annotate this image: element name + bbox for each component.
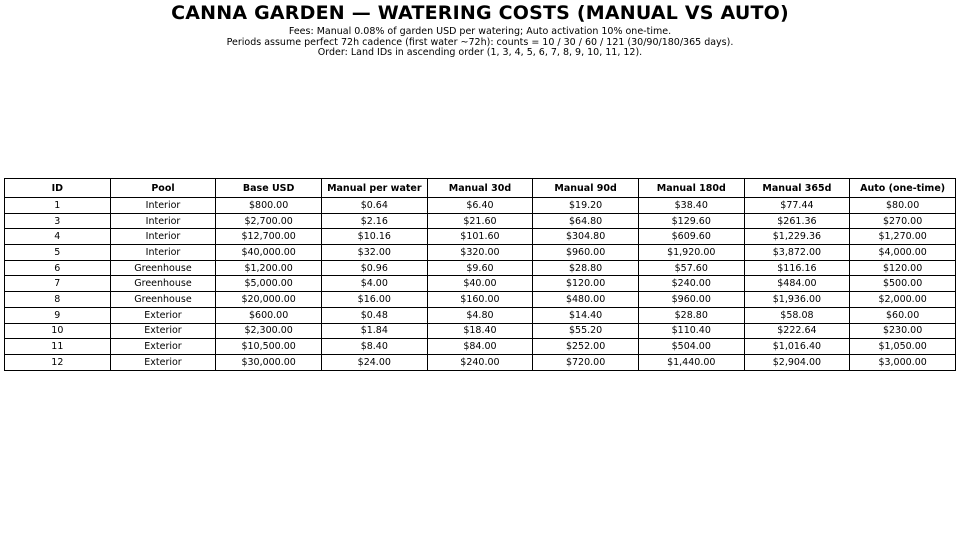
cell-base-usd: $10,500.00 xyxy=(216,339,322,355)
cell-manual-180d: $57.60 xyxy=(638,260,744,276)
cell-auto-one-time: $3,000.00 xyxy=(850,354,956,370)
cell-manual-180d: $129.60 xyxy=(638,213,744,229)
cell-manual-180d: $960.00 xyxy=(638,292,744,308)
cell-manual-90d: $304.80 xyxy=(533,229,639,245)
cell-id: 6 xyxy=(5,260,111,276)
order-note: Order: Land IDs in ascending order (1, 3, 4, 5, 6, 7, 8, 9, 10, 11, 12). xyxy=(317,47,643,58)
cell-manual-30d: $320.00 xyxy=(427,245,533,261)
cell-auto-one-time: $1,270.00 xyxy=(850,229,956,245)
cell-base-usd: $12,700.00 xyxy=(216,229,322,245)
cell-id: 1 xyxy=(5,198,111,214)
periods-note: Periods assume perfect 72h cadence (first water ~72h): counts = 10 / 30 / 60 / 121 (30/90/180/365 days). xyxy=(226,37,734,48)
header-row xyxy=(5,179,956,198)
cell-manual-per-water: $0.64 xyxy=(321,198,427,214)
cell-auto-one-time: $2,000.00 xyxy=(850,292,956,308)
cell-pool: Greenhouse xyxy=(110,260,216,276)
cell-id: 9 xyxy=(5,307,111,323)
cell-manual-per-water: $24.00 xyxy=(321,354,427,370)
table-row xyxy=(5,292,956,308)
cell-auto-one-time: $60.00 xyxy=(850,307,956,323)
cell-pool: Exterior xyxy=(110,339,216,355)
cell-pool: Interior xyxy=(110,229,216,245)
column-header-manual-180d: Manual 180d xyxy=(638,179,744,198)
cell-pool: Exterior xyxy=(110,323,216,339)
table-row xyxy=(5,245,956,261)
table-body xyxy=(5,198,956,371)
cell-manual-30d: $21.60 xyxy=(427,213,533,229)
cell-base-usd: $5,000.00 xyxy=(216,276,322,292)
table-row xyxy=(5,276,956,292)
cell-auto-one-time: $1,050.00 xyxy=(850,339,956,355)
cell-id: 12 xyxy=(5,354,111,370)
cell-manual-90d: $720.00 xyxy=(533,354,639,370)
cell-id: 3 xyxy=(5,213,111,229)
cell-manual-180d: $28.80 xyxy=(638,307,744,323)
cell-pool: Interior xyxy=(110,245,216,261)
cell-pool: Exterior xyxy=(110,307,216,323)
column-header-auto-one-time: Auto (one-time) xyxy=(850,179,956,198)
cell-manual-per-water: $32.00 xyxy=(321,245,427,261)
cell-manual-per-water: $8.40 xyxy=(321,339,427,355)
cell-manual-365d: $2,904.00 xyxy=(744,354,850,370)
cell-manual-180d: $609.60 xyxy=(638,229,744,245)
column-header-manual-per-water: Manual per water xyxy=(321,179,427,198)
cell-manual-365d: $58.08 xyxy=(744,307,850,323)
cell-pool: Greenhouse xyxy=(110,276,216,292)
table-row xyxy=(5,323,956,339)
cell-base-usd: $20,000.00 xyxy=(216,292,322,308)
cell-pool: Interior xyxy=(110,198,216,214)
cell-auto-one-time: $230.00 xyxy=(850,323,956,339)
cell-auto-one-time: $270.00 xyxy=(850,213,956,229)
cell-id: 5 xyxy=(5,245,111,261)
cell-id: 11 xyxy=(5,339,111,355)
cell-manual-90d: $960.00 xyxy=(533,245,639,261)
column-header-manual-365d: Manual 365d xyxy=(744,179,850,198)
cell-manual-90d: $480.00 xyxy=(533,292,639,308)
cell-auto-one-time: $120.00 xyxy=(850,260,956,276)
cell-manual-90d: $252.00 xyxy=(533,339,639,355)
cell-manual-30d: $6.40 xyxy=(427,198,533,214)
cell-manual-90d: $28.80 xyxy=(533,260,639,276)
column-header-manual-30d: Manual 30d xyxy=(427,179,533,198)
cell-manual-365d: $77.44 xyxy=(744,198,850,214)
fees-note: Fees: Manual 0.08% of garden USD per watering; Auto activation 10% one-time. xyxy=(288,26,672,37)
cell-manual-365d: $484.00 xyxy=(744,276,850,292)
column-header-base-usd: Base USD xyxy=(216,179,322,198)
cell-manual-90d: $14.40 xyxy=(533,307,639,323)
watering-costs-table xyxy=(4,178,956,371)
column-header-id: ID xyxy=(5,179,111,198)
cell-manual-30d: $40.00 xyxy=(427,276,533,292)
cell-manual-30d: $4.80 xyxy=(427,307,533,323)
cell-pool: Interior xyxy=(110,213,216,229)
cell-manual-365d: $261.36 xyxy=(744,213,850,229)
cell-manual-per-water: $2.16 xyxy=(321,213,427,229)
cell-manual-30d: $9.60 xyxy=(427,260,533,276)
cell-manual-180d: $1,920.00 xyxy=(638,245,744,261)
cell-manual-90d: $55.20 xyxy=(533,323,639,339)
cell-pool: Greenhouse xyxy=(110,292,216,308)
cell-auto-one-time: $4,000.00 xyxy=(850,245,956,261)
cell-base-usd: $800.00 xyxy=(216,198,322,214)
cell-base-usd: $30,000.00 xyxy=(216,354,322,370)
cell-base-usd: $1,200.00 xyxy=(216,260,322,276)
table-row xyxy=(5,307,956,323)
cell-base-usd: $600.00 xyxy=(216,307,322,323)
table-row xyxy=(5,260,956,276)
cell-base-usd: $2,700.00 xyxy=(216,213,322,229)
table-row xyxy=(5,339,956,355)
cell-manual-30d: $101.60 xyxy=(427,229,533,245)
cell-id: 10 xyxy=(5,323,111,339)
cell-auto-one-time: $80.00 xyxy=(850,198,956,214)
cell-manual-30d: $18.40 xyxy=(427,323,533,339)
cell-manual-90d: $120.00 xyxy=(533,276,639,292)
cell-manual-90d: $64.80 xyxy=(533,213,639,229)
cell-manual-per-water: $1.84 xyxy=(321,323,427,339)
cell-manual-365d: $1,016.40 xyxy=(744,339,850,355)
table-row xyxy=(5,229,956,245)
cell-manual-per-water: $0.48 xyxy=(321,307,427,323)
cell-manual-180d: $240.00 xyxy=(638,276,744,292)
cell-manual-30d: $240.00 xyxy=(427,354,533,370)
cell-id: 7 xyxy=(5,276,111,292)
cell-manual-180d: $504.00 xyxy=(638,339,744,355)
cell-id: 4 xyxy=(5,229,111,245)
table-row xyxy=(5,198,956,214)
cell-manual-365d: $116.16 xyxy=(744,260,850,276)
cell-base-usd: $40,000.00 xyxy=(216,245,322,261)
cell-manual-365d: $1,229.36 xyxy=(744,229,850,245)
cell-manual-365d: $222.64 xyxy=(744,323,850,339)
page-title: CANNA GARDEN — WATERING COSTS (MANUAL VS AUTO) xyxy=(171,2,789,24)
cell-manual-180d: $1,440.00 xyxy=(638,354,744,370)
cell-base-usd: $2,300.00 xyxy=(216,323,322,339)
cell-auto-one-time: $500.00 xyxy=(850,276,956,292)
column-header-pool: Pool xyxy=(110,179,216,198)
cell-manual-per-water: $10.16 xyxy=(321,229,427,245)
cell-manual-365d: $1,936.00 xyxy=(744,292,850,308)
cell-pool: Exterior xyxy=(110,354,216,370)
column-header-manual-90d: Manual 90d xyxy=(533,179,639,198)
cell-id: 8 xyxy=(5,292,111,308)
cell-manual-365d: $3,872.00 xyxy=(744,245,850,261)
table-row xyxy=(5,213,956,229)
cell-manual-180d: $38.40 xyxy=(638,198,744,214)
table-row xyxy=(5,354,956,370)
cell-manual-30d: $84.00 xyxy=(427,339,533,355)
cell-manual-per-water: $4.00 xyxy=(321,276,427,292)
cell-manual-30d: $160.00 xyxy=(427,292,533,308)
cell-manual-per-water: $0.96 xyxy=(321,260,427,276)
cell-manual-per-water: $16.00 xyxy=(321,292,427,308)
cell-manual-90d: $19.20 xyxy=(533,198,639,214)
cell-manual-180d: $110.40 xyxy=(638,323,744,339)
